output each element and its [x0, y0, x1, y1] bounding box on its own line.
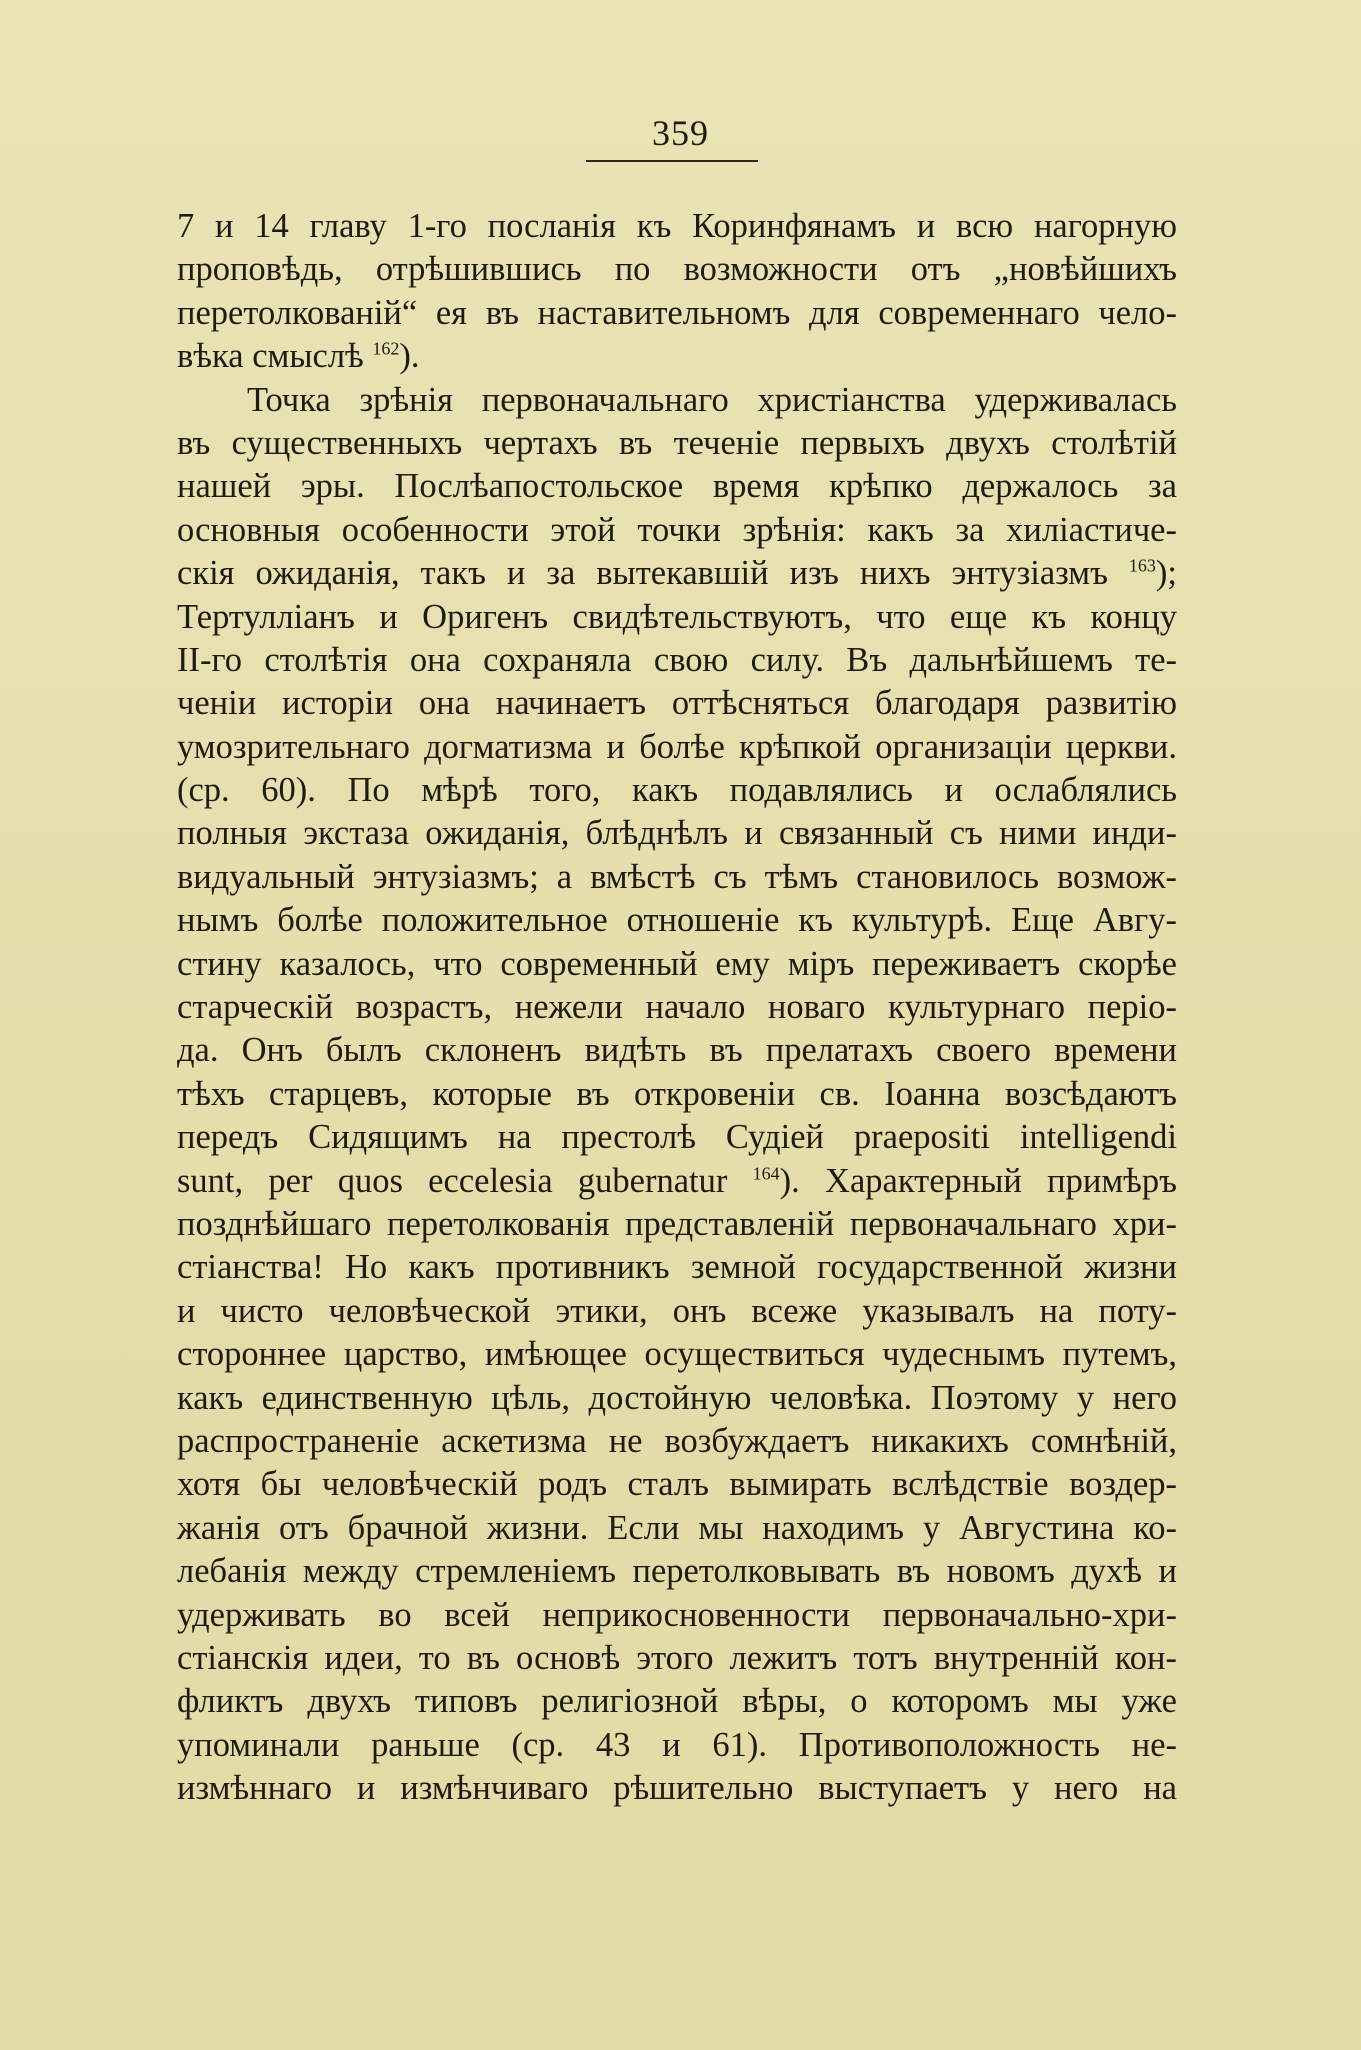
- text-line: тѣхъ старцевъ, которые въ откровеніи св. Іоанна возсѣдаютъ: [177, 1074, 1177, 1113]
- text-line: проповѣдь, отрѣшившись по возможности отъ „новѣйшихъ: [177, 250, 1177, 289]
- text-line: перетолкованій“ ея въ наставительномъ для современнаго чело-: [177, 293, 1177, 332]
- text-segment: скія ожиданія, такъ и за вытекавшій изъ нихъ энтузіазмъ: [177, 554, 1129, 593]
- text-line: [177, 335, 1177, 378]
- text-line: Точка зрѣнія первоначальнаго христіанства удерживалась: [247, 380, 1177, 419]
- page-number: 359: [652, 113, 709, 153]
- text-line: распространеніе аскетизма не возбуждаетъ никакихъ сомнѣній,: [177, 1421, 1177, 1460]
- text-line: стіанскія идеи, то въ основѣ этого лежитъ тотъ внутренній кон-: [177, 1638, 1177, 1677]
- text-segment: );: [1155, 554, 1177, 593]
- text-line: фликтъ двухъ типовъ религіозной вѣры, о которомъ мы уже: [177, 1682, 1177, 1721]
- text-line: передъ Сидящимъ на престолѣ Судіей praepositi intelligendi: [177, 1118, 1177, 1157]
- text-line: нымъ болѣе положительное отношеніе къ культурѣ. Еще Авгу-: [177, 901, 1177, 940]
- text-line: старческій возрастъ, нежели начало новаго культурнаго періо-: [177, 988, 1177, 1027]
- text-line: какъ единственную цѣль, достойную человѣка. Поэтому у него: [177, 1378, 1177, 1417]
- text-line: (ср. 60). По мѣрѣ того, какъ подавлялись и ослаблялись: [177, 771, 1177, 810]
- header-rule: [586, 160, 758, 162]
- text-line: въ существенныхъ чертахъ въ теченіе первыхъ двухъ столѣтій: [177, 423, 1177, 462]
- text-line: жанія отъ брачной жизни. Если мы находимъ у Августина ко-: [177, 1508, 1177, 1547]
- body-text: [177, 205, 1177, 1810]
- text-line: ченіи исторіи она начинаетъ оттѣсняться благодаря развитію: [177, 684, 1177, 723]
- text-segment: ).: [399, 337, 420, 376]
- text-segment: sunt, per quos eccelesia gubernatur: [177, 1161, 753, 1200]
- text-line: [177, 1160, 1177, 1203]
- text-line: умозрительнаго догматизма и болѣе крѣпкой организаціи церкви.: [177, 727, 1177, 766]
- text-line: нашей эры. Послѣапостольское время крѣпко держалось за: [177, 467, 1177, 506]
- text-segment: ). Характерный примѣръ: [779, 1161, 1177, 1200]
- text-line: стіанства! Но какъ противникъ земной государственной жизни: [177, 1248, 1177, 1287]
- text-line: [177, 552, 1177, 595]
- text-line: II-го столѣтія она сохраняла свою силу. Въ дальнѣйшемъ те-: [177, 640, 1177, 679]
- text-line: стину казалось, что современный ему міръ переживаетъ скорѣе: [177, 944, 1177, 983]
- text-line: позднѣйшаго перетолкованія представленій первоначальнаго хри-: [177, 1204, 1177, 1243]
- text-line: видуальный энтузіазмъ; а вмѣстѣ съ тѣмъ становилось возмож-: [177, 857, 1177, 896]
- text-line: 7 и 14 главу 1-го посланія къ Коринфянамъ и всю нагорную: [177, 207, 1177, 245]
- text-line: упоминали раньше (ср. 43 и 61). Противоположность не-: [177, 1725, 1177, 1764]
- text-line: удерживать во всей неприкосновенности первоначально-хри-: [177, 1595, 1177, 1634]
- text-segment: вѣка смыслѣ: [177, 337, 373, 376]
- footnote-ref: 162: [372, 338, 400, 359]
- text-line: измѣннаго и измѣнчиваго рѣшительно выступаетъ у него на: [177, 1769, 1177, 1808]
- text-line: да. Онъ былъ склоненъ видѣть въ прелатахъ своего времени: [177, 1031, 1177, 1070]
- text-line: полныя экстаза ожиданія, блѣднѣлъ и связанный съ ними инди-: [177, 814, 1177, 853]
- text-line: лебанія между стремленіемъ перетолковывать въ новомъ духѣ и: [177, 1552, 1177, 1591]
- text-line: основныя особенности этой точки зрѣнія: какъ за хиліастиче-: [177, 510, 1177, 549]
- text-line: и чисто человѣческой этики, онъ всеже указывалъ на поту-: [177, 1291, 1177, 1330]
- text-line: хотя бы человѣческій родъ сталъ вымирать вслѣдствіе воздер-: [177, 1465, 1177, 1504]
- text-line: Тертулліанъ и Оригенъ свидѣтельствуютъ, что еще къ концу: [177, 597, 1177, 636]
- footnote-ref: 164: [752, 1163, 780, 1184]
- footnote-ref: 163: [1128, 555, 1156, 576]
- text-line: стороннее царство, имѣющее осуществиться чудеснымъ путемъ,: [177, 1335, 1177, 1374]
